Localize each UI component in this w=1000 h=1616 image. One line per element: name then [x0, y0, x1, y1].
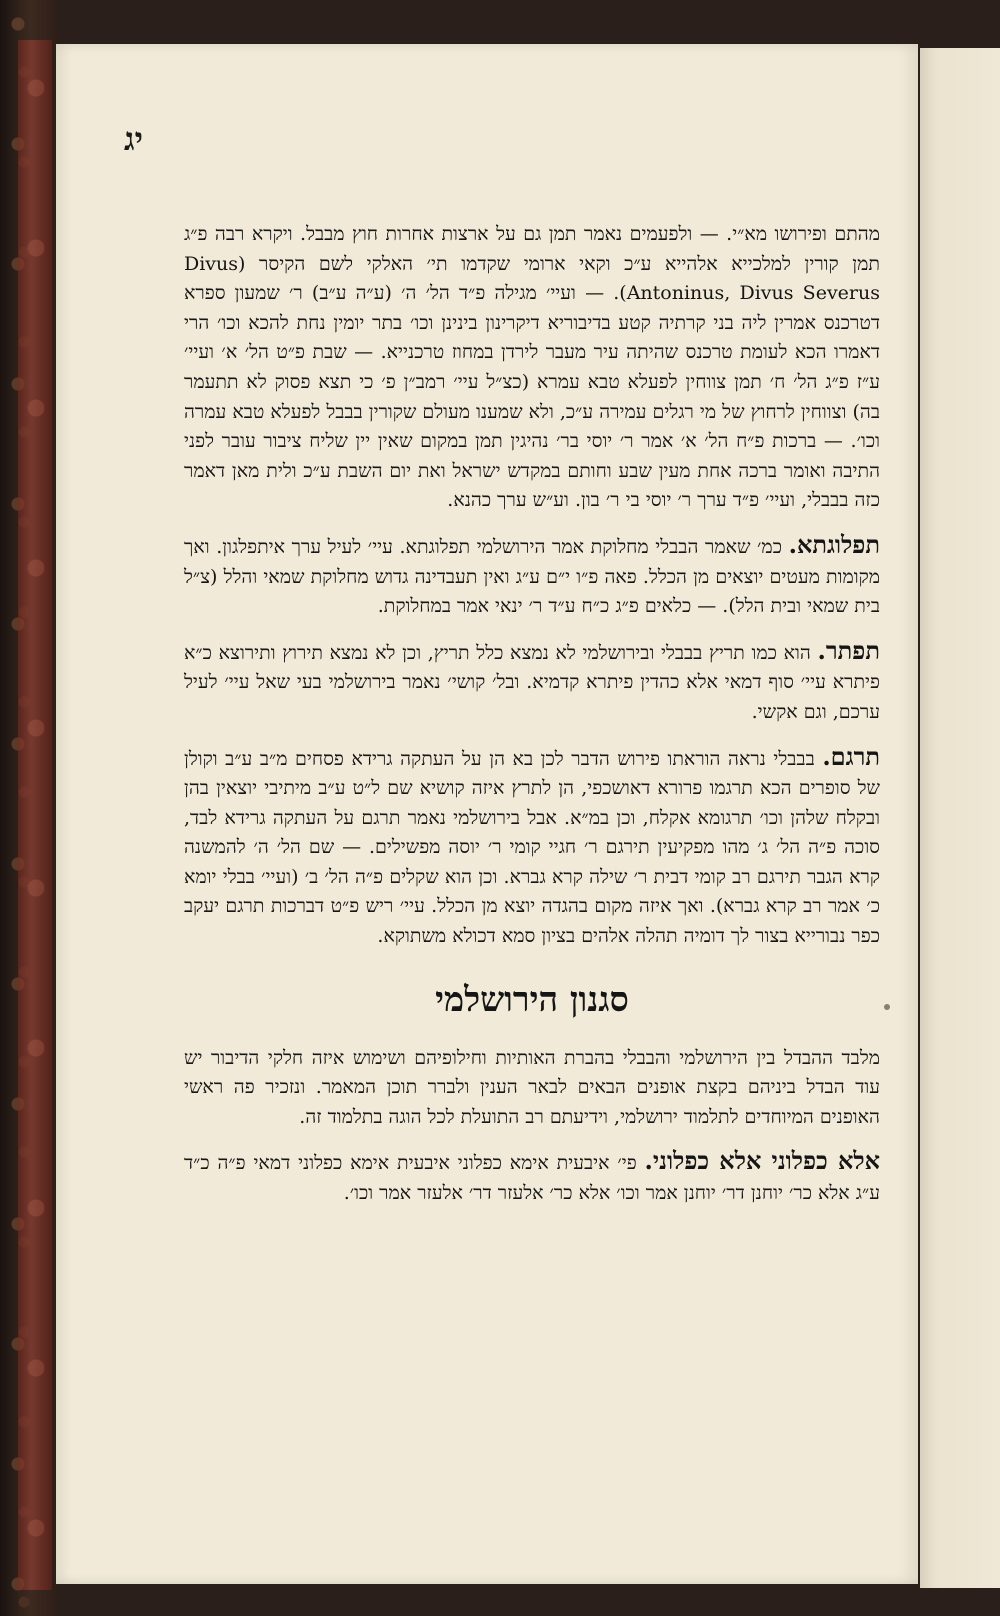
adjacent-page-edge	[920, 48, 1000, 1588]
entry-tafluguta	[184, 530, 880, 622]
entry-targem	[184, 742, 880, 952]
paragraph-1-text: מהתם ופירושו מא״י. — ולפעמים נאמר תמן גם על ארצות אחרות חוץ מבבל. ויקרא רבה פ״ג תמן קורין למלכייא אלהייא ע״כ וקאי ארומי שקדמו תי׳ האלקי לשם הקיסר (Divus Antoninus, Divus Severus). — ועיי׳ מגילה פ״ד הל׳ ה׳ (ע״ה ע״ב) ר׳ שמעון ספרא דטרכנס אמרין ליה בני קרתיה קטע בדיבוריא דיקרינון בינינן וכו׳ בתר יומין נחת להכא וכו׳ הרי דאמרו הכא לעומת טרכנס שהיתה עיר מעבר לירדן במחוז טרכנייא. — שבת פ״ט הל׳ א׳ ועיי׳ ע״ז פ״ג הל׳ ח׳ תמן צווחין לפעלא טבא עמרא (כצ״ל עיי׳ רמב״ן פ׳ כי תצא פסוק לא תתעמר בה) וצווחין לרחוץ של מי רגלים עמירה ע״כ, ולא שמענו מעולם שקורין בבבל לפעלא טבא עמרה וכו׳. — ברכות פ״ח הל׳ א׳ אמר ר׳ יוסי בר׳ נהיגין תמן במקום שאין יין שליח ציבור עובר לפני התיבה ואומר ברכה אחת מעין שבע וחותם במקדש ישראל ואת יום השבת ע״כ ולית מאן דאמר כזה בבבלי, ועיי׳ פ״ד ערך ר׳ יוסי בי ר׳ בון. וע״ש ערך כהנא.	[184, 223, 880, 512]
paragraph-1	[184, 220, 880, 516]
entry-term: אלא כפלוני אלא כפלוני.	[644, 1146, 880, 1176]
entry-text: פי׳ איבעית אימא כפלוני איבעית אימא כפלוני דמאי פ״ה כ״ד ע״ג אלא כר׳ יוחנן דר׳ יוחנן אמר וכו׳ אלא כר׳ אלעזר דר׳ אלעזר אמר וכו׳.	[184, 1152, 880, 1205]
section-intro	[184, 1044, 880, 1133]
section-heading: סגנון הירושלמי	[435, 979, 629, 1020]
section-intro-text: מלבד ההבדל בין הירושלמי והבבלי בהברת האותיות וחילופיהם ושימוש איזה חלקי הדיבור יש עוד הבדל ביניהם בקצת אופנים הבאים לבאר הענין ולברר תוכן המאמר. ונזכיר פה ראשי האופנים המיוחדים לתלמוד ירושלמי, וידיעתם רב התועלת לכל הוגה בתלמוד זה.	[184, 1046, 880, 1128]
entry-term: תפלוגתא.	[788, 529, 880, 559]
entry-term: תרגם.	[822, 741, 880, 771]
main-text	[184, 220, 880, 1223]
page-number: יג	[124, 120, 143, 158]
entry-text: כמ׳ שאמר הבבלי מחלוקת אמר הירושלמי תפלוגתא. עיי׳ לעיל ערך איתפלגון. ואך מקומות מעטים יוצאים מן הכלל. פאה פ״ו י״ם ע״ג ואין תעבדינה גדוש מחלוקת שמאי והלל (צ״ל בית שמאי ובית הלל). — כלאים פ״ג כ״ח ע״ד ר׳ ינאי אמר במחלוקת.	[184, 535, 880, 618]
entry-text: בבבלי נראה הוראתו פירוש הדבר לכן בא הן על העתקה גרידא פסחים מ״ב ע״ב וקולן של סופרים הכא תרגמו פרורא דאושכפי, הן לתרץ איזה קושיא שם ל״ט ע״ב מיתיבי יוצאין בהן ובקלח שלהן וכו׳ תרגומא אקלח, וכן במ״א. אבל בירושלמי נאמר תרגם על העתקה גרידא לבד, סוכה פ״ה הל׳ ג׳ מהו מפקיעין תירגם ר׳ חגיי קומי ר׳ יוסה מפשילים. — שם הל׳ ה׳ להמשנה קרא הגבר תירגם רב קומי דבית ר׳ שילה קרא גברא. וכן הוא שקלים פ״ה הל׳ ב׳ (ועיי׳ בבלי יומא כ׳ אמר רב קרא גברא). ואך איזה מקום בהגדה יוצא מן הכלל. עיי׳ ריש פ״ט דברכות תרגם יעקב כפר נבורייא בצור לך דומיה תהלה אלהים בציון סמא דכולא משתוקא.	[184, 747, 880, 948]
page-mark	[884, 1004, 890, 1010]
entry-ela-kiploni	[184, 1146, 880, 1208]
book-spine	[18, 40, 52, 1590]
entry-term: תפתר.	[817, 635, 880, 665]
entry-text: הוא כמו תריץ בבבלי ובירושלמי לא נמצא כלל תריץ, וכן לא נמצא תירוץ ותירוצא כ״א פיתרא עיי׳ סוף דמאי אלא כהדין פיתרא קדמיא. ובל׳ קושי׳ נאמר בירושלמי בעי שאל עיי׳ לעיל ערכם, וגם אקשי.	[184, 641, 880, 723]
entry-tiftar	[184, 636, 880, 728]
